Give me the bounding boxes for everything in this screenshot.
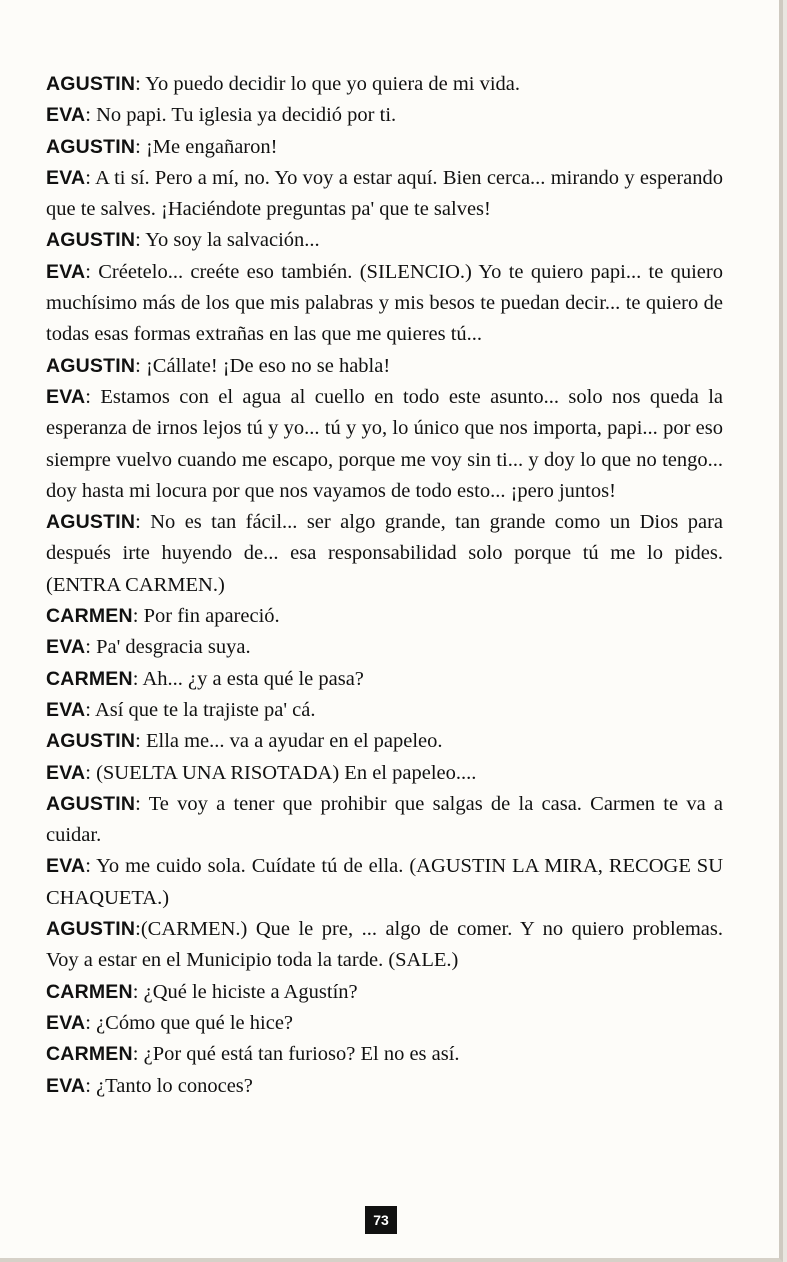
dialogue-line — [46, 382, 723, 507]
dialogue-speech: : (SUELTA UNA RISOTADA) En el papeleo.... — [85, 761, 477, 784]
dialogue-speech: : Pa' desgracia suya. — [85, 636, 251, 659]
dialogue-line — [46, 351, 723, 382]
dialogue-line — [46, 601, 723, 632]
dialogue-speech: : Ella me... va a ayudar en el papeleo. — [135, 730, 443, 753]
dialogue-line — [46, 695, 723, 726]
dialogue-line — [46, 1008, 723, 1039]
speaker-name: AGUSTIN — [46, 918, 136, 941]
dialogue-line — [46, 664, 723, 695]
speaker-name: EVA — [46, 166, 86, 189]
dialogue-line — [46, 507, 723, 601]
dialogue-line — [46, 225, 723, 256]
speaker-name: CARMEN — [46, 980, 133, 1003]
dialogue-speech: : Yo me cuido sola. Cuídate tú de ella. (AGUSTIN LA MIRA, RECOGE SU CHAQUETA.) — [46, 855, 723, 909]
dialogue-line — [46, 851, 723, 914]
speaker-name: AGUSTIN — [46, 730, 136, 753]
dialogue-line — [46, 257, 723, 351]
dialogue-speech: : Yo soy la salvación... — [135, 229, 320, 252]
speaker-name: EVA — [46, 698, 86, 721]
speaker-name: EVA — [46, 761, 86, 784]
page-number: 73 — [365, 1206, 397, 1234]
speaker-name: EVA — [46, 636, 86, 659]
dialogue-line — [46, 69, 723, 100]
speaker-name: CARMEN — [46, 605, 133, 628]
dialogue-line — [46, 726, 723, 757]
dialogue-speech: : Ah... ¿y a esta qué le pasa? — [132, 667, 364, 690]
dialogue-line — [46, 789, 723, 852]
speaker-name: AGUSTIN — [46, 73, 136, 95]
dialogue-speech: : ¿Por qué está tan furioso? El no es así. — [132, 1043, 460, 1066]
dialogue-speech: : Por fin apareció. — [132, 605, 280, 628]
dialogue-line — [46, 1071, 723, 1102]
speaker-name: EVA — [46, 1011, 86, 1034]
speaker-name: EVA — [46, 260, 86, 283]
dialogue-line — [46, 632, 723, 663]
speaker-name: AGUSTIN — [46, 354, 136, 377]
dialogue-speech: : ¿Tanto lo conoces? — [85, 1074, 253, 1097]
dialogue-line — [46, 914, 723, 977]
dialogue-speech: : Te voy a tener que prohibir que salgas de la casa. Carmen te va a cuidar. — [46, 792, 723, 847]
speaker-name: EVA — [46, 385, 86, 408]
speaker-name: EVA — [46, 1074, 86, 1097]
dialogue-text — [46, 69, 723, 1102]
speaker-name: AGUSTIN — [46, 792, 136, 815]
speaker-name: CARMEN — [46, 667, 133, 690]
dialogue-speech: : Créetelo... creéte eso también. (SILENCIO.) Yo te quiero papi... te quiero muchísimo más de los que mis palabras y mis besos te puedan decir... te quiero de todas esas formas extrañas en las que me quieres tú... — [46, 260, 723, 346]
speaker-name: EVA — [46, 104, 86, 127]
dialogue-speech: : Estamos con el agua al cuello en todo este asunto... solo nos queda la esperanza de irnos lejos tú y yo... tú y yo, lo único que nos importa, papi... por eso siempre vuelvo cuando me escapo, porque me voy sin ti... y doy lo que no tengo... doy hasta mi locura por que nos vayamos de todo esto... ¡pero juntos! — [46, 385, 723, 502]
dialogue-line — [46, 1039, 723, 1070]
dialogue-speech: : ¿Cómo que qué le hice? — [85, 1011, 294, 1034]
dialogue-line — [46, 977, 723, 1008]
dialogue-speech: :(CARMEN.) Que le pre, ... algo de comer. Y no quiero problemas. Voy a estar en el Municipio toda la tarde. (SALE.) — [46, 918, 723, 972]
speaker-name: CARMEN — [46, 1043, 133, 1066]
dialogue-speech: : No papi. Tu iglesia ya decidió por ti. — [85, 104, 397, 127]
dialogue-line — [46, 758, 723, 789]
speaker-name: AGUSTIN — [46, 511, 136, 534]
dialogue-speech: : ¡Me engañaron! — [135, 135, 278, 158]
dialogue-line — [46, 163, 723, 226]
dialogue-speech: : A ti sí. Pero a mí, no. Yo voy a estar aquí. Bien cerca... mirando y esperando que te salves. ¡Haciéndote preguntas pa' que te salves! — [46, 166, 723, 221]
speaker-name: AGUSTIN — [46, 229, 136, 252]
dialogue-speech: : No es tan fácil... ser algo grande, tan grande como un Dios para después irte huyendo de... esa responsabilidad solo porque tú me lo pides. (ENTRA CARMEN.) — [46, 511, 723, 596]
dialogue-speech: : ¿Qué le hiciste a Agustín? — [132, 980, 358, 1003]
dialogue-speech: : ¡Cállate! ¡De eso no se habla! — [135, 354, 391, 377]
dialogue-line — [46, 100, 723, 131]
speaker-name: EVA — [46, 855, 86, 878]
dialogue-speech: : Así que te la trajiste pa' cá. — [85, 698, 316, 721]
dialogue-line — [46, 132, 723, 163]
dialogue-speech: : Yo puedo decidir lo que yo quiera de mi vida. — [135, 73, 521, 95]
speaker-name: AGUSTIN — [46, 135, 136, 158]
